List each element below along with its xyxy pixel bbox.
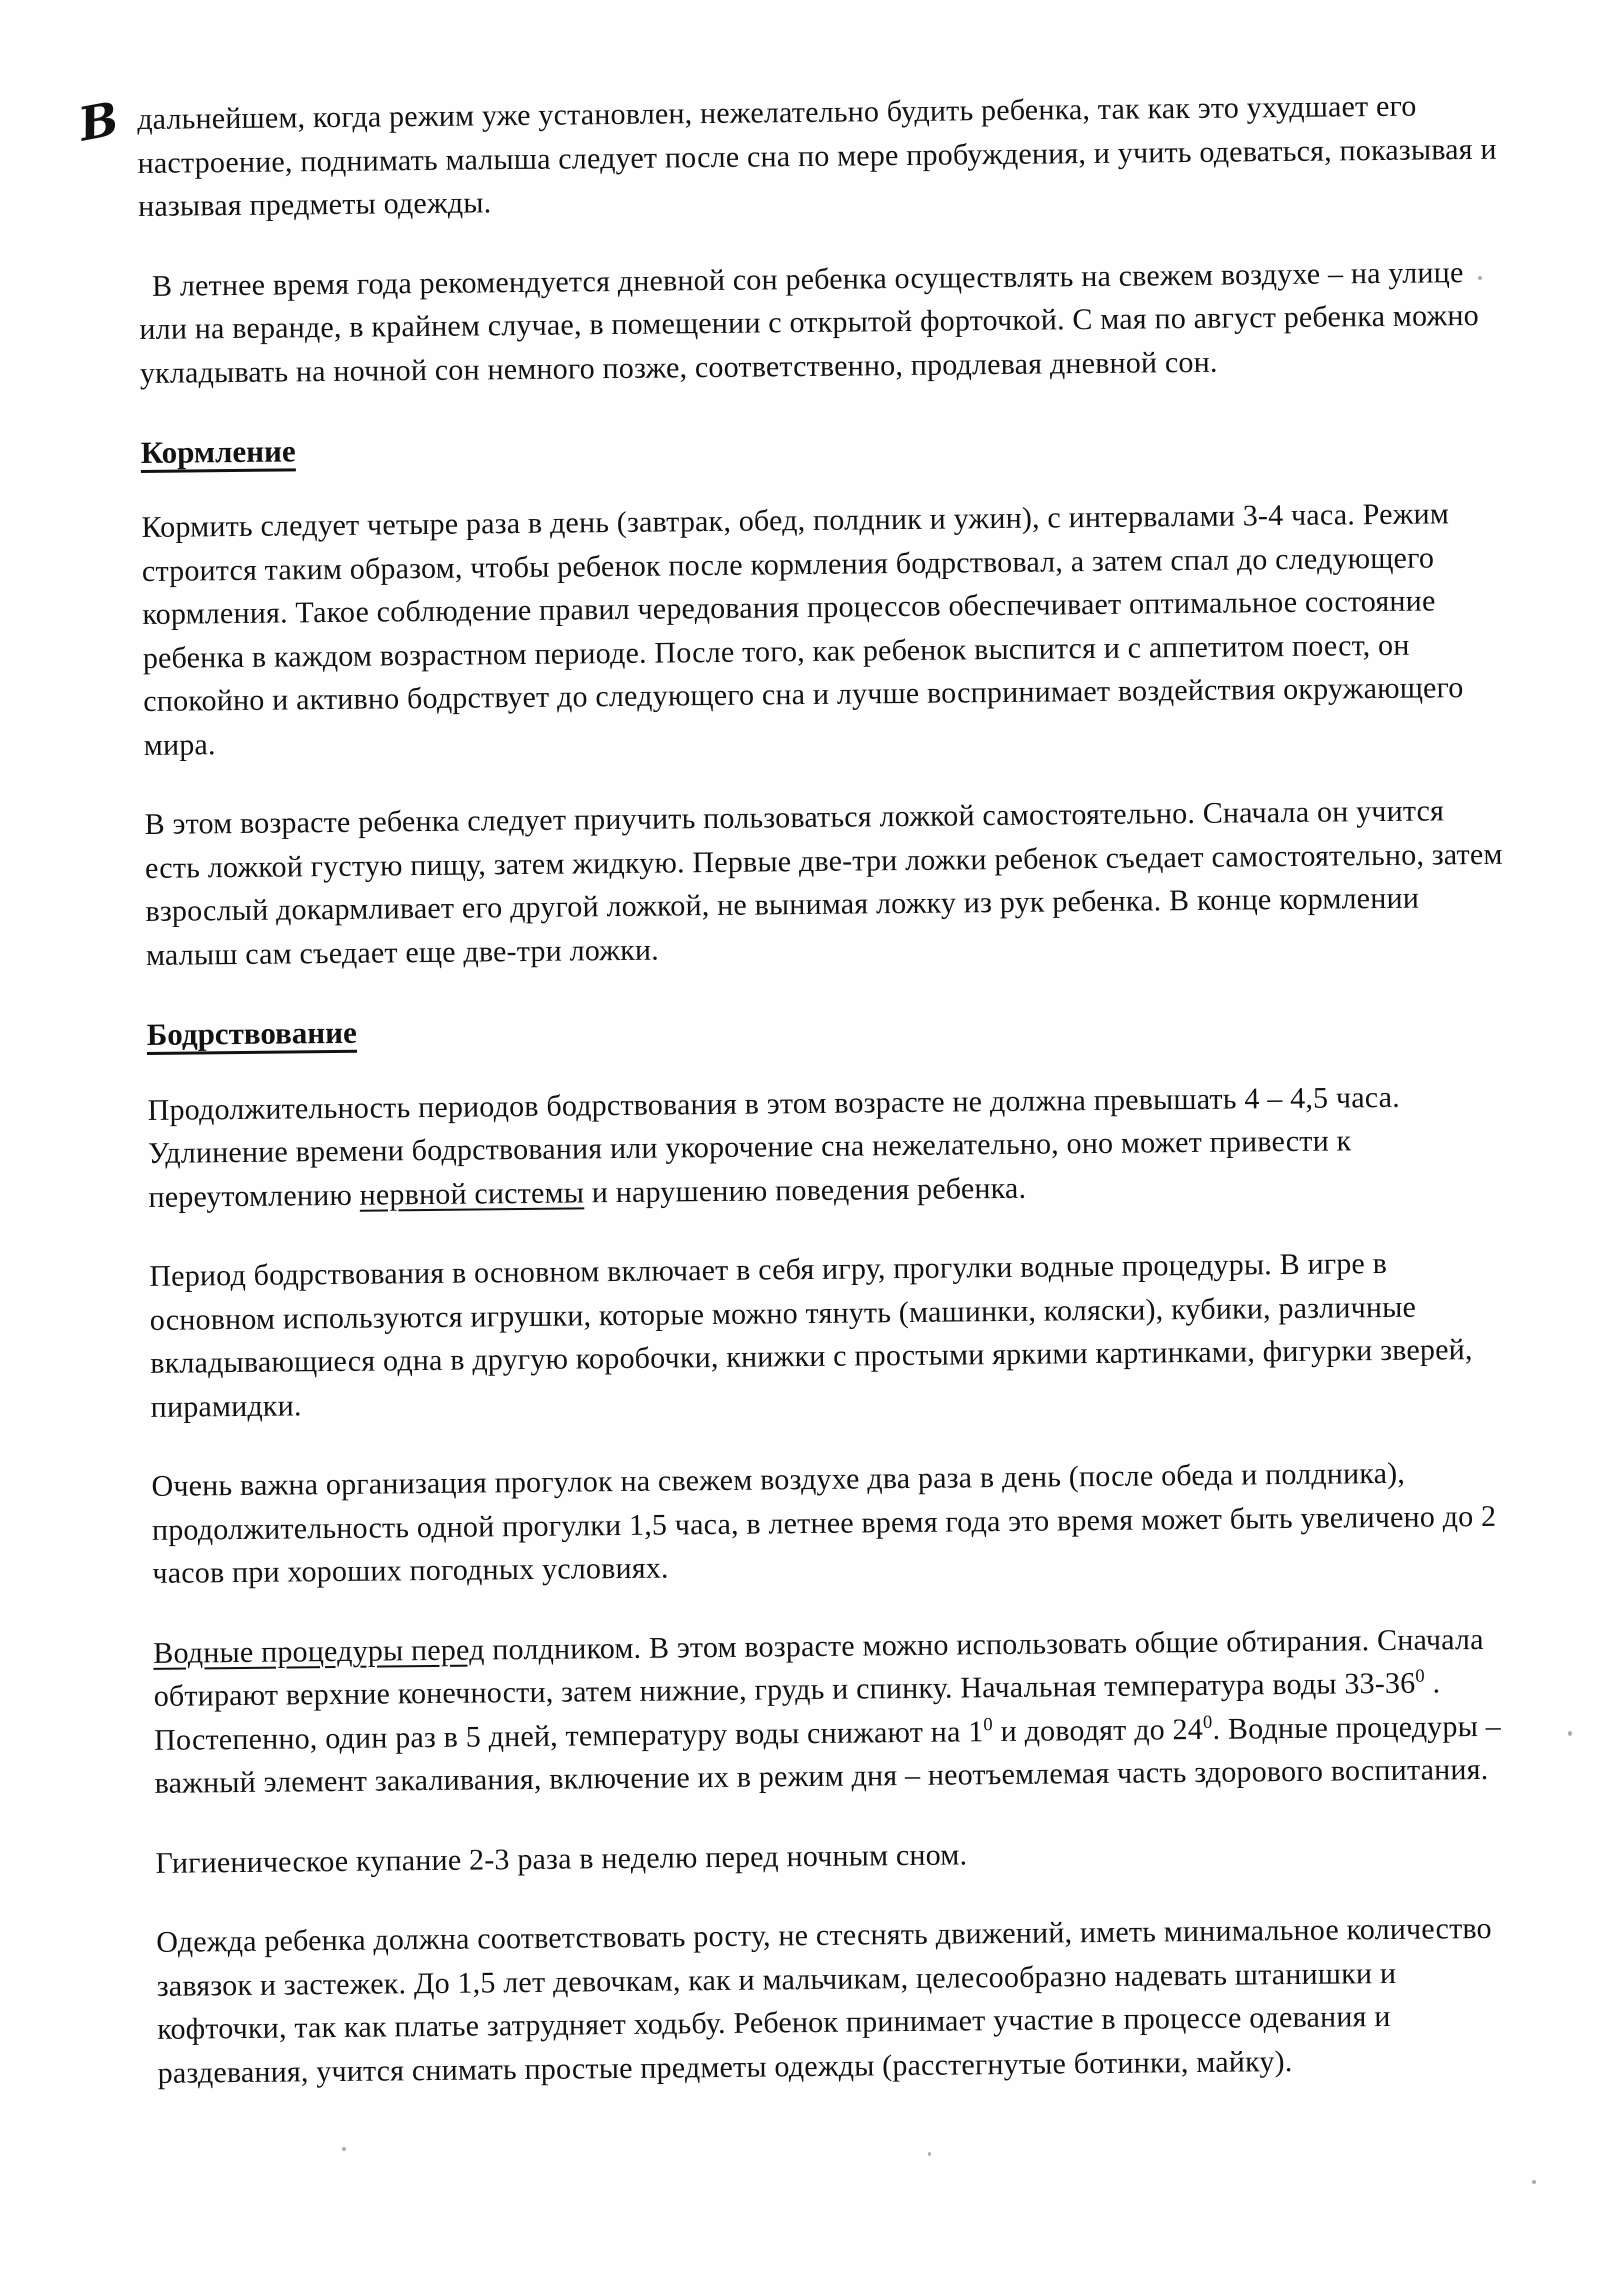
text-run: Очень важна организация прогулок на свежем воздухе два раза в день (после обеда и полдника), продолжительность одной прогулки 1,5 часа, в летнее время года это время может быть увеличено до 2 часов при хороших погодных условиях.: [151, 1457, 1497, 1591]
text-run: . Водные процедуры – важный элемент закаливания, включение их в режим дня – неотъемлемая часть здорового воспитания.: [154, 1709, 1502, 1801]
text-run: Одежда ребенка должна соответствовать росту, не стеснять движений, иметь минимальное количество завязок и застежек. До 1,5 лет девочкам, как и мальчикам, целесообразно надевать штанишки и кофточки, так как платье затрудняет ходьбу. Ребенок принимает участие в процессе одевания и раздевания, учится снимать простые предметы одежды (расстегнутые ботинки, майку).: [156, 1912, 1492, 2090]
scan-artifact: [342, 2147, 346, 2151]
para-wakefulness-duration: [147, 1074, 1508, 1219]
text-run: Кормление: [140, 433, 296, 470]
text-run: В летнее время года рекомендуется дневной сон ребенка осуществлять на свежем воздухе – на улице или на веранде, в крайнем случае, в помещении с открытой форточкой. С мая по август ребенка можно укладывать на ночной сон немного позже, соответственно, продлевая дневной сон.: [139, 255, 1480, 390]
text-run: В этом возрасте ребенка следует приучить пользоваться ложкой самостоятельно. Сначала он учится есть ложкой густую пищу, затем жидкую. Первые две-три ложки ребенок съедает самостоятельно, затем взрослый докармливает его другой ложкой, не вынимая ложку из рук ребенка. В конце кормлении малыш сам съедает еще две-три ложки.: [144, 794, 1503, 972]
superscript-degree: 0: [1415, 1665, 1425, 1687]
para-clothing: [156, 1907, 1518, 2095]
text-run: Бодрствование: [146, 1015, 357, 1053]
superscript-degree: 0: [983, 1713, 993, 1736]
para-spoon-feeding: [144, 789, 1506, 977]
heading-wakefulness: [147, 999, 1507, 1057]
scan-artifact: [1532, 2180, 1536, 2184]
text-run: полдником. В этом возрасте можно использовать общие обтирания. Сначала обтирают верхние конечности, затем нижние, грудь и спинку. Начальная температура воды 33-36: [153, 1622, 1484, 1714]
text-run: . Постепенно, один раз в 5 дней, температуру воды снижают на 1: [154, 1666, 1441, 1757]
scan-artifact: [1568, 1731, 1572, 1736]
para-water-procedures: [153, 1617, 1515, 1805]
document-content: [74, 84, 1518, 2131]
para-play-toys: [149, 1241, 1511, 1429]
para-no-waking: [74, 84, 1498, 229]
text-run: Кормить следует четыре раза в день (завтрак, обед, полдник и ужин), с интервалами 3-4 часа. Режим строится таким образом, чтобы ребенок после кормления бодрствовал, а затем спал до следующего кормления. Такое соблюдение правил чередования процессов обеспечивает оптимальное состояние ребенка в каждом возрастном периоде. После того, как ребенок выспится и с аппетитом поест, он спокойно и активно бодрствует до следующего сна и лучше воспринимает воздействия окружающего мира.: [141, 497, 1464, 762]
para-hygienic-bathing: [155, 1827, 1515, 1885]
handwritten-margin-letter: В: [74, 91, 123, 152]
text-run: и доводят до 24: [992, 1712, 1204, 1748]
text-run: и нарушению поведения ребенка.: [583, 1171, 1027, 1210]
text-run: Период бодрствования в основном включает в себя игру, прогулки водные процедуры. В игре в основном используются игрушки, которые можно тянуть (машинки, коляски), кубики, различные вкладывающиеся одна в другую коробочки, книжки с простыми яркими картинками, фигурки зверей, пирамидки.: [149, 1247, 1473, 1424]
text-run: Гигиеническое купание 2-3 раза в неделю перед ночным сном.: [155, 1838, 968, 1880]
underlined-text-run: Водные процедуры перед: [153, 1633, 485, 1670]
text-run: Продолжительность периодов бодрствования в этом возрасте не должна превышать 4 – 4,5 часа. Удлинение времени бодрствования или укорочение сна нежелательно, оно может привести к переутомлению: [147, 1080, 1401, 1214]
para-feeding-schedule: [141, 492, 1504, 767]
scan-artifact: [1478, 276, 1482, 280]
text-run: дальнейшем, когда режим уже установлен, нежелательно будить ребенка, так как это ухудшает его настроение, поднимать малыша следует после сна по мере пробуждения, и учить одеваться, показывая и называя предметы одежды.: [137, 89, 1497, 223]
scan-artifact: [928, 2152, 931, 2156]
heading-feeding: [140, 417, 1500, 475]
para-summer-sleep: [139, 250, 1500, 395]
para-walks: [151, 1451, 1512, 1596]
superscript-degree: 0: [1202, 1711, 1213, 1733]
underlined-text-run: нервной системы: [359, 1176, 585, 1212]
